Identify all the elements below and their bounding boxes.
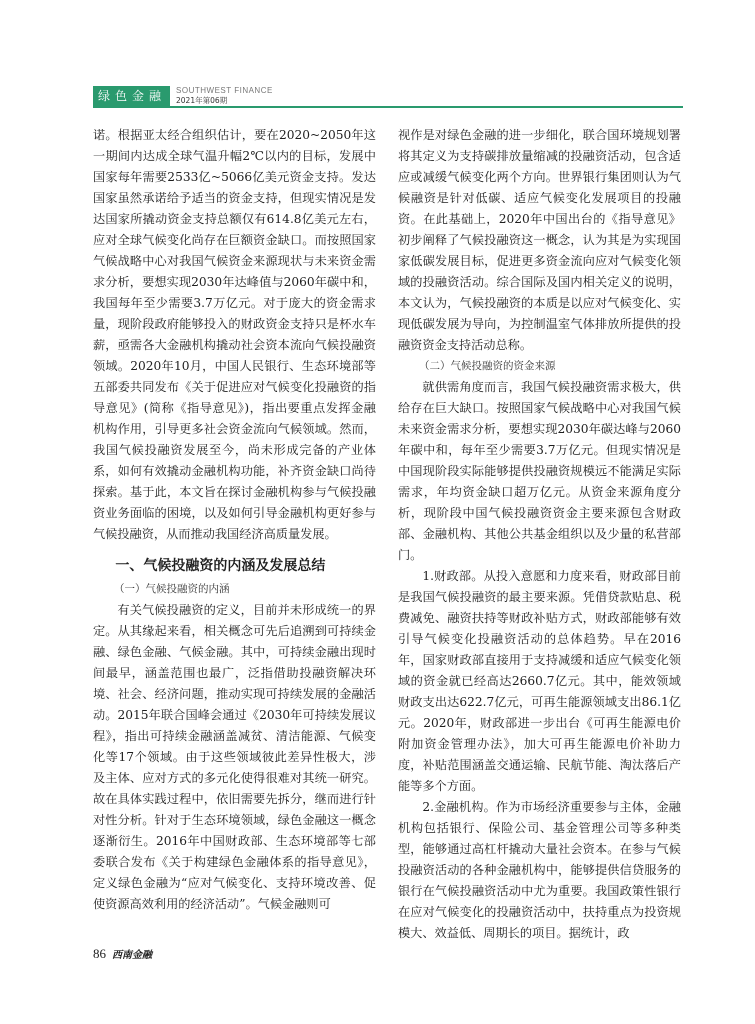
header-meta (176, 86, 273, 106)
right-column (398, 125, 681, 944)
paragraph: 视作是对绿色金融的进一步细化，联合国环境规划署将其定义为支持碳排放量缩减的投融资活动，包含适应或减缓气候变化两个方向。世界银行集团则认为气候融资是针对低碳、适应气候变化发展项目的投融资。在此基础上，2020年中国出台的《指导意见》初步阐释了气候投融资这一概念，认为其是为实现国家低碳发展目标，促进更多资金流向应对气候变化领域的投融资活动。综合国际及国内相关定义的说明，本文认为，气候投融资的本质是以应对气候变化、实现低碳发展为导向，为控制温室气体排放所提供的投融资资金支持活动总称。 (398, 128, 681, 352)
subsection-heading: （二）气候投融资的资金来源 (419, 360, 556, 372)
left-column (93, 125, 376, 915)
page-number: 86 (93, 946, 106, 961)
paragraph: 有关气候投融资的定义，目前并未形成统一的界定。从其缘起来看，相关概念可先后追溯到可持续金融、绿色金融、气候金融。其中，可持续金融出现时间最早，涵盖范围也最广，泛指借助投融资解决环境、社会、经济问题，推动实现可持续发展的金融活动。2015年联合国峰会通过《2030年可持续发展议程》，指出可持续金融涵盖减贫、清洁能源、气候变化等17个领域。由于这些领域彼此差异性极大，涉及主体、应对方式的多元化使得很难对其统一研究。故在具体实践过程中，依旧需要先拆分，继而进行针对性分析。针对于生态环境领域，绿色金融这一概念逐渐衍生。2016年中国财政部、生态环境部等七部委联合发布《关于构建绿色金融体系的指导意见》，定义绿色金融为“应对气候变化、支持环境改善、促使资源高效利用的经济活动”。气候金融则可 (93, 603, 376, 911)
section-heading: 一、气候投融资的内涵及发展总结 (115, 558, 326, 574)
magazine-name: 西南金融 (112, 950, 152, 961)
subsection-heading: （一）气候投融资的内涵 (114, 583, 230, 595)
paragraph: 就供需角度而言，我国气候投融资需求极大，供给存在巨大缺口。按照国家气候战略中心对我国气候未来资金需求分析，要想实现2030年碳达峰与2060年碳中和，每年至少需要3.7万亿元。但现实情况是中国现阶段实际能够提供投融资规模远不能满足实际需求，年均资金缺口超万亿元。从资金来源角度分析，现阶段中国气候投融资资金主要来源包含财政部、金融机构、其他公共基金组织以及少量的私营部门。 (398, 380, 681, 562)
header-divider (93, 106, 683, 108)
page-footer (93, 946, 152, 962)
paragraph: 1.财政部。从投入意愿和力度来看，财政部目前是我国气候投融资的最主要来源。凭借贷款贴息、税费减免、融资扶持等财政补贴方式，财政部能够有效引导气候变化投融资活动的总体趋势。早在2016年，国家财政部直接用于支持减缓和适应气候变化领域的资金就已经高达2660.7亿元。其中，能效领域财政支出达622.7亿元，可再生能源领域支出86.1亿元。2020年，财政部进一步出台《可再生能源电价附加资金管理办法》，加大可再生能源电价补助力度，补贴范围涵盖交通运输、民航节能、淘汰落后产能等多个方面。 (398, 569, 681, 793)
section-label: 绿色金融 (93, 86, 170, 106)
paragraph: 诺。根据亚太经合组织估计，要在2020~2050年这一期间内达成全球气温升幅2℃以内的目标，发展中国家每年需要2533亿~5066亿美元资金支持。发达国家虽然承诺给予适当的资金支持，但现实情况是发达国家所撬动资金支持总额仅有614.8亿美元左右，应对全球气候变化尚存在巨额资金缺口。而按照国家气候战略中心对我国气候资金来源现状与未来资金需求分析，要想实现2030年达峰值与2060年碳中和，我国每年至少需要3.7万亿元。对于庞大的资金需求量，现阶段政府能够投入的财政资金支持只是杯水车薪，亟需各大金融机构撬动社会资本流向气候投融资领域。2020年10月，中国人民银行、生态环境部等五部委共同发布《关于促进应对气候变化投融资的指导意见》(简称《指导意见》)，指出要重点发挥金融机构作用，引导更多社会资金流向气候领域。然而，我国气候投融资发展至今，尚未形成完备的产业体系，如何有效撬动金融机构功能，补齐资金缺口尚待探索。基于此，本文旨在探讨金融机构参与气候投融资业务面临的困境，以及如何引导金融机构更好参与气候投融资，从而推动我国经济高质量发展。 (93, 128, 376, 541)
paragraph: 2.金融机构。作为市场经济重要参与主体，金融机构包括银行、保险公司、基金管理公司等多种类型，能够通过高杠杆撬动大量社会资本。在参与气候投融资活动的各种金融机构中，能够提供信贷服务的银行在气候投融资活动中尤为重要。我国政策性银行在应对气候变化的投融资活动中，扶持重点为投资规模大、效益低、周期长的项目。据统计，政 (398, 800, 681, 940)
issue-label: 2021年第06期 (176, 96, 228, 105)
page-header (93, 86, 273, 106)
journal-english-name: SOUTHWEST FINANCE (176, 86, 273, 95)
